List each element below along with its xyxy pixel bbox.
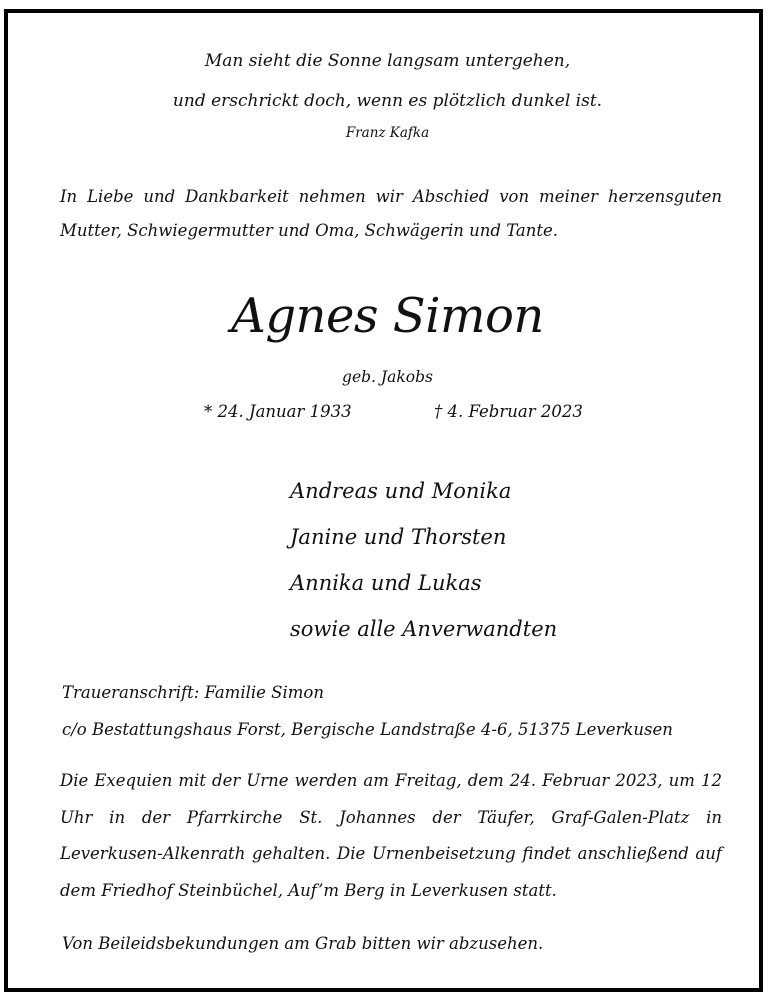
family-line-2: Janine und Thorsten (290, 525, 507, 549)
birth-name: geb. Jakobs (342, 368, 433, 386)
deceased-name: Agnes Simon (231, 288, 544, 344)
obituary-notice (4, 9, 763, 992)
service-details: Die Exequien mit der Urne werden am Freitag, dem 24. Februar 2023, um 12 Uhr in der Pfarrkirche St. Johannes der Täufer, Graf-Galen-Platz in Leverkusen-Alkenrath gehalten. Die Urnenbeisetzung findet anschließend auf dem Friedhof Steinbüchel, Auf’m Berg in Leverkusen statt. (60, 771, 722, 900)
address-line-1: Traueranschrift: Familie Simon (62, 683, 324, 702)
quote-line-2: und erschrickt doch, wenn es plötzlich dunkel ist. (172, 91, 603, 111)
quote-author: Franz Kafka (345, 125, 430, 141)
intro-text: In Liebe und Dankbarkeit nehmen wir Abschied von meiner herzensguten Mutter, Schwiegermutter und Oma, Schwägerin und Tante. (60, 187, 722, 240)
family-line-3: Annika und Lukas (290, 571, 482, 595)
closing-note: Von Beileidsbekundungen am Grab bitten wir abzusehen. (62, 934, 544, 953)
address-line-2: c/o Bestattungshaus Forst, Bergische Landstraße 4-6, 51375 Leverkusen (62, 720, 673, 739)
family-line-1: Andreas und Monika (290, 479, 512, 503)
birth-date: * 24. Januar 1933 (204, 402, 352, 421)
quote-line-1: Man sieht die Sonne langsam untergehen, (204, 51, 571, 71)
family-line-4: sowie alle Anverwandten (290, 617, 558, 641)
death-date: † 4. Februar 2023 (434, 402, 583, 421)
